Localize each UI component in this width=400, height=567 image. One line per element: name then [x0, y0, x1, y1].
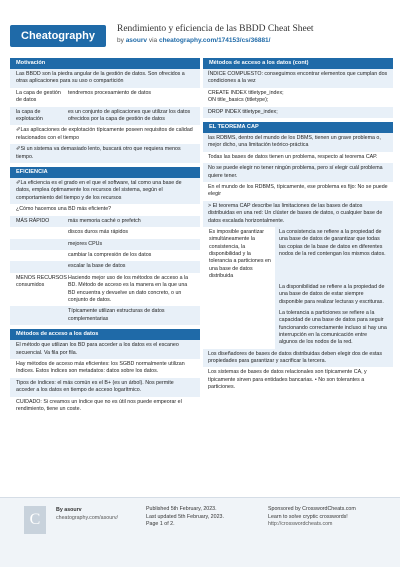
- author-link[interactable]: asourv: [125, 37, 148, 44]
- code-block: CREATE INDEX titletype_index; ON title_basics (titletype);: [208, 89, 284, 104]
- section-title: EFICIENCIA: [10, 167, 200, 178]
- table-row: MÁS RÁPIDO más memoria caché o prefetch: [10, 216, 200, 227]
- avatar: C: [24, 506, 46, 534]
- page-header: [0, 0, 400, 56]
- paragraph: > El teorema CAP describe las limitaciones de las bases de datos distribuidas en una red: Un clúster de bases de datos, o cualquier base de datos escalada horizontalmente.: [203, 201, 393, 227]
- paragraph: ¿Cómo hacemos una BD más eficiente?: [16, 206, 112, 213]
- paragraph: Los sistemas de bases de datos relacionales son típicamente CA, y típicamente sirven para entidades bancarias. • No son tolerantes a particiones.: [208, 369, 367, 391]
- paragraph: Todas las bases de datos tienen un problema, respecto al teorema CAP.: [208, 153, 378, 160]
- arrow-icon: >: [208, 202, 213, 209]
- section-motivacion: [10, 58, 200, 163]
- paragraph: ✐Las aplicaciones de explotación típicamente poseen requisitos de calidad relacionados con el tiempo: [16, 127, 193, 141]
- pin-icon: ✐: [16, 180, 21, 187]
- page-footer: [0, 497, 400, 567]
- left-column: [10, 58, 200, 419]
- section-title: Motivación: [10, 58, 200, 69]
- right-column: [203, 58, 393, 398]
- section-title: EL TEOREMA CAP: [203, 122, 393, 133]
- table-row: Es imposible garantizar simultáneamente la consistencia, la disponibilidad y la tolerancia a particiones en una base de datos distribuida La consistencia se refiere a la propiedad de una base de datos de garantizar que todas las copias de la base de datos en diferentes nodos de la red contengan los mismos datos.: [203, 227, 393, 282]
- sponsor-link[interactable]: http://crosswordcheats.com: [268, 521, 333, 527]
- section-title: Métodos de acceso a los datos (cont): [203, 58, 393, 69]
- page-title: Rendimiento y eficiencia de las BBDD Cheat Sheet: [117, 24, 314, 34]
- code-block: DROP INDEX titletype_index;: [203, 107, 393, 118]
- table-row: La disponibilidad se refiere a la propiedad de una base de datos de estar siempre disponible para realizar lecturas y escrituras.: [203, 282, 393, 308]
- table-row: La tolerancia a particiones se refiere a la capacidad de una base de datos para seguir funcionando correctamente incluso si hay una interrupción en la comunicación entre algunos de los nodos de la red.: [203, 308, 393, 348]
- section-metodos: [10, 329, 200, 415]
- paragraph: No se puede elegir no tener ningún problema, pero sí elegir cuál problema quiere tener.: [203, 163, 393, 182]
- table-row: Típicamente utilizan estructuras de datos complementarias: [10, 306, 200, 325]
- section-title: Métodos de acceso a los datos: [10, 329, 200, 340]
- footer-dates: Published 5th February, 2023. Last updated 5th February, 2023. Page 1 of 2.: [146, 506, 224, 527]
- paragraph: En el mundo de los RDBMS, típicamente, ese problema es fijo: No se puede elegir: [208, 184, 388, 198]
- cheatography-logo[interactable]: Cheatography: [10, 25, 106, 47]
- table-row: mejores CPUs: [10, 239, 200, 250]
- paragraph: ✐Si un sistema va demasiado lento, buscará otro que requiera menos tiempo.: [10, 144, 200, 163]
- footer-sponsor: Sponsored by CrosswordCheats.com Learn to solve cryptic crosswords! http://crosswordcheats.com: [268, 506, 356, 527]
- author-profile-link[interactable]: cheatography.com/asourv/: [56, 515, 119, 521]
- table-row: escalar la base de datos: [10, 261, 200, 272]
- sheet-url-link[interactable]: cheatography.com/174153/cs/36881/: [158, 37, 271, 44]
- paragraph: CUIDADO: Si creamos un índice que no es útil nos puede empeorar el rendimiento, tiene un coste.: [16, 398, 182, 412]
- paragraph: Los diseñadores de bases de datos distribuidas deben elegir dos de estas propiedades para garantizar y sacrificar la tercera.: [203, 349, 393, 368]
- table-row: MENOS RECURSOS consumidos Haciendo mejor uso de los métodos de acceso a la BD. Método de acceso es la manera en la que una BD encuentra y devuelve un dato concreto, o un conjunto de datos.: [16, 274, 189, 303]
- footer-author: By asourv cheatography.com/asourv/: [56, 507, 119, 521]
- table-row: cambiar la compresión de los datos: [68, 251, 152, 258]
- pin-icon: ✐: [16, 127, 21, 134]
- section-metodos-cont: [203, 58, 393, 118]
- paragraph: las RDBMS, dentro del mundo de los DBMS, tienen un grave problema o, mejor dicho, una limitación teórico-práctica: [203, 133, 393, 152]
- paragraph: ÍNDICE COMPUESTO: conseguimos encontrar elementos que cumplan dos condiciones a la vez: [203, 69, 393, 88]
- paragraph: ✐La eficiencia es el grado en el que el software, tal como una base de datos, emplea óptimamente los recursos del sistema, según el comportamiento del tiempo y de los recursos: [10, 178, 200, 204]
- paragraph: El método que utilizan los BD para acceder a los datos es el escaneo secuencial. Va fila por fila.: [10, 340, 200, 359]
- table-row: la capa de explotación es un conjunto de aplicaciones que utilizar los datos ofrecidos por la capa de gestión de datos: [10, 107, 200, 126]
- table-row: discos duros más rápidos: [68, 229, 129, 236]
- page-subtitle: by asourv via cheatography.com/174153/cs/36881/: [117, 37, 271, 44]
- table-row: La capa de gestión de datos tendremos procesamiento de datos: [16, 89, 152, 104]
- paragraph: Hay métodos de acceso más eficientes: los SGBD normalmente utilizan índices. Estos índices son metadatos: datos sobre los datos.: [16, 360, 185, 375]
- section-teorema-cap: [203, 122, 393, 394]
- paragraph: Las BBDD son la piedra angular de la gestión de datos. Son ofrecidos a otras aplicaciones para su uso o compartición: [10, 69, 200, 88]
- paragraph: Tipos de índices: el más común es el B+ (es un árbol). Nos permite acceder a los datos en tiempo de acceso logarítmico.: [10, 378, 200, 397]
- pin-icon: ✐: [16, 146, 21, 153]
- section-eficiencia: [10, 167, 200, 325]
